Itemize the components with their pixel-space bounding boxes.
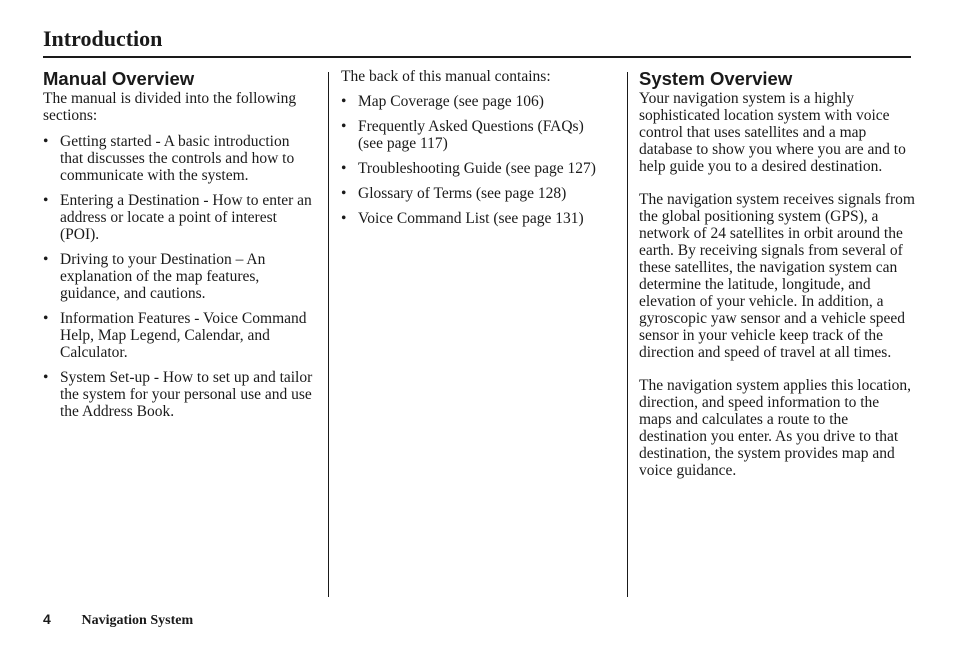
list-item: • Map Coverage (see page 106) [341, 93, 611, 110]
back-of-manual-list [341, 93, 611, 227]
column-divider [627, 72, 628, 597]
list-item: • Information Features - Voice Command Help, Map Legend, Calendar, and Calculator. [43, 310, 315, 361]
manual-overview-intro: The manual is divided into the following sections: [43, 90, 297, 124]
column-divider [328, 72, 329, 597]
list-item: • System Set-up - How to set up and tailor the system for your personal use and use the Address Book. [43, 369, 315, 420]
page-title: Introduction [43, 26, 163, 51]
list-item: • Troubleshooting Guide (see page 127) [341, 160, 611, 177]
page-number: 4 [43, 611, 51, 627]
system-overview-column [639, 68, 915, 479]
list-item: • Glossary of Terms (see page 128) [341, 185, 611, 202]
system-overview-paragraph: The navigation system receives signals from the global positioning system (GPS), a network of 24 satellites in orbit around the earth. By receiving signals from several of these satellites, the navigation system can determine the latitude, longitude, and elevation of your vehicle. In addition, a gyroscopic yaw sensor and a vehicle speed sensor in your vehicle keep track of the direction and speed of travel at all times. [639, 191, 915, 361]
title-rule [43, 56, 911, 58]
system-overview-heading: System Overview [639, 68, 793, 89]
paragraph-spacer [639, 175, 915, 191]
page-footer [43, 611, 193, 629]
system-overview-paragraph: The navigation system applies this location, direction, and speed information to the maps and calculates a route to the destination you enter. As you drive to that destination, the system provides map and voice guidance. [639, 377, 912, 479]
system-overview-paragraph: Your navigation system is a highly sophisticated location system with voice control that uses satellites and a map database to show you where you are and to help guide you to a desired destination. [639, 90, 906, 175]
list-item: • Voice Command List (see page 131) [341, 210, 611, 227]
back-of-manual-intro: The back of this manual contains: [341, 68, 551, 85]
list-item: • Driving to your Destination – An explanation of the map features, guidance, and cautions. [43, 251, 315, 302]
manual-overview-heading: Manual Overview [43, 68, 195, 89]
list-item: • Getting started - A basic introduction that discusses the controls and how to communicate with the system. [43, 133, 315, 184]
list-item: • Entering a Destination - How to enter an address or locate a point of interest (POI). [43, 192, 315, 243]
manual-overview-column [43, 68, 315, 428]
paragraph-spacer [639, 361, 915, 377]
list-item: • Frequently Asked Questions (FAQs) (see page 117) [341, 118, 611, 152]
back-of-manual-column [341, 68, 611, 235]
manual-sections-list [43, 133, 315, 420]
footer-label: Navigation System [81, 613, 194, 628]
